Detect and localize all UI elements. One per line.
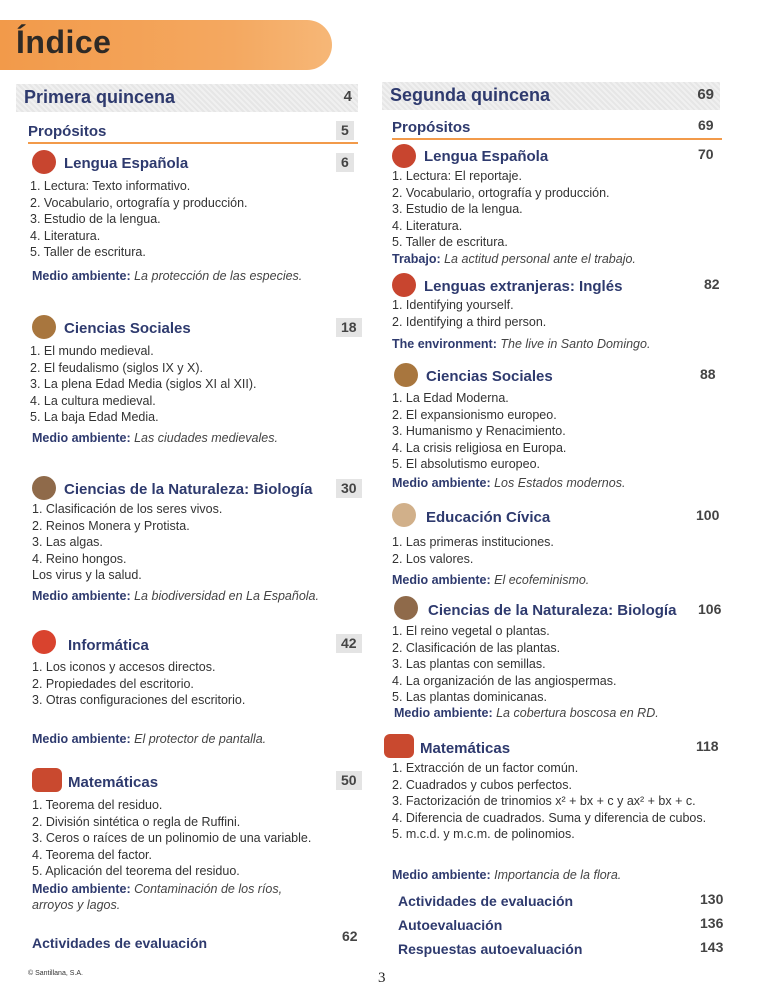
note-text: La biodiversidad en La Española.	[134, 589, 319, 603]
naturaleza-icon	[32, 476, 56, 500]
section-header-primera	[16, 84, 358, 112]
lengua-page: 70	[698, 146, 714, 162]
note-text: La actitud personal ante el trabajo.	[444, 252, 636, 266]
matematicas-icon	[32, 768, 62, 792]
list-item: 2. Vocabulario, ortografía y producción.	[392, 185, 610, 200]
list-item: 4. Literatura.	[392, 218, 463, 233]
sociales-title: Ciencias Sociales	[426, 368, 553, 385]
note-label: Medio ambiente:	[32, 431, 131, 445]
sociales-items	[30, 343, 257, 426]
section-header-title: Segunda quincena	[390, 85, 551, 105]
lengua-note	[32, 268, 302, 284]
page-number: 3	[378, 970, 386, 986]
list-item: 1. La Edad Moderna.	[392, 391, 509, 405]
list-item: 4. Teorema del factor.	[32, 847, 152, 862]
list-item: 1. Extracción de un factor común.	[392, 761, 579, 775]
list-item: 2. Cuadrados y cubos perfectos.	[392, 777, 572, 792]
naturaleza-page: 106	[698, 601, 722, 617]
propositos-page: 5	[336, 121, 354, 140]
section-header-page: 69	[697, 86, 714, 103]
list-item: 1. Los iconos y accesos directos.	[32, 660, 216, 674]
list-item: 2. Propiedades del escritorio.	[32, 676, 194, 691]
list-item: 3. Humanismo y Renacimiento.	[392, 424, 566, 438]
list-item: 1. Clasificación de los seres vivos.	[32, 502, 223, 516]
list-item: 5. m.c.d. y m.c.m. de polinomios.	[392, 827, 575, 841]
list-item: 5. Taller de escritura.	[30, 245, 146, 259]
list-item: 3. Ceros o raíces de un polinomio de una variable.	[32, 831, 312, 845]
naturaleza-items	[32, 501, 222, 584]
list-item: 1. Lectura: Texto informativo.	[30, 179, 191, 193]
note-label: Medio ambiente:	[394, 706, 493, 720]
matematicas-title: Matemáticas	[420, 740, 511, 757]
section-header-title: Primera quincena	[24, 87, 176, 107]
sociales-icon	[394, 363, 418, 387]
note-label: Medio ambiente:	[32, 882, 131, 896]
matematicas-items	[32, 797, 311, 880]
civica-items	[392, 534, 554, 567]
lengua-title: Lengua Española	[64, 155, 189, 172]
propositos-label: Propósitos	[28, 123, 107, 140]
actividades-evaluacion-page: 130	[700, 891, 724, 907]
actividades-evaluacion-label: Actividades de evaluación	[32, 935, 208, 951]
ingles-items	[392, 297, 546, 330]
list-item: 3. Las plantas con semillas.	[392, 657, 546, 671]
ingles-title: Lenguas extranjeras: Inglés	[424, 278, 623, 295]
lengua-icon	[392, 144, 416, 168]
list-item: 2. Los valores.	[392, 551, 474, 566]
list-item: 3. Estudio de la lengua.	[30, 212, 161, 226]
section-header-segunda	[382, 82, 720, 110]
informatica-page: 42	[336, 634, 362, 653]
list-item: 3. La plena Edad Media (siglos XI al XII).	[30, 377, 257, 391]
civica-page: 100	[696, 507, 720, 523]
note-label: Medio ambiente:	[392, 573, 491, 587]
matematicas-items	[392, 760, 706, 843]
note-text: La protección de las especies.	[134, 269, 303, 283]
list-item: 4. Diferencia de cuadrados. Suma y diferencia de cubos.	[392, 810, 707, 825]
matematicas-page: 50	[336, 771, 362, 790]
ingles-page: 82	[704, 276, 720, 292]
matematicas-note	[32, 881, 282, 913]
list-item: 5. Taller de escritura.	[392, 235, 508, 249]
civica-note	[392, 572, 589, 588]
naturaleza-icon	[394, 596, 418, 620]
list-item: Los virus y la salud.	[32, 568, 142, 582]
list-item: 1. El reino vegetal o plantas.	[392, 624, 550, 638]
lengua-items	[392, 168, 610, 251]
note-text: Importancia de la flora.	[494, 868, 622, 882]
list-item: 2. División sintética o regla de Ruffini.	[32, 814, 241, 829]
sociales-note	[32, 430, 278, 446]
informatica-items	[32, 659, 245, 709]
list-item: 1. Teorema del residuo.	[32, 798, 163, 812]
propositos-page: 69	[698, 117, 714, 133]
list-item: 2. Vocabulario, ortografía y producción.	[30, 195, 248, 210]
autoevaluacion-page: 136	[700, 915, 724, 931]
propositos-label: Propósitos	[392, 119, 471, 136]
list-item: 3. Las algas.	[32, 535, 103, 549]
matematicas-icon	[384, 734, 414, 758]
note-label: Medio ambiente:	[32, 589, 131, 603]
naturaleza-title: Ciencias de la Naturaleza: Biología	[64, 481, 313, 498]
note-text: Contaminación de los ríos,	[134, 882, 283, 896]
list-item: 2. Clasificación de las plantas.	[392, 640, 561, 655]
informatica-title: Informática	[68, 637, 149, 654]
sociales-page: 88	[700, 366, 716, 382]
sociales-icon	[32, 315, 56, 339]
list-item: 5. La baja Edad Media.	[30, 410, 159, 424]
list-item: 5. El absolutismo europeo.	[392, 457, 541, 471]
informatica-icon	[32, 630, 56, 654]
list-item: 4. La crisis religiosa en Europa.	[392, 440, 567, 455]
note-label: Medio ambiente:	[32, 732, 131, 746]
lengua-note	[392, 251, 636, 267]
list-item: 1. Identifying yourself.	[392, 298, 514, 312]
list-item: 2. Reinos Monera y Protista.	[32, 518, 190, 533]
copyright: © Santillana, S.A.	[28, 970, 83, 977]
naturaleza-note	[394, 705, 659, 721]
list-item: 4. Reino hongos.	[32, 551, 127, 566]
list-item: 3. Otras configuraciones del escritorio.	[32, 693, 246, 707]
propositos-row	[392, 118, 722, 140]
list-item: 5. Aplicación del teorema del residuo.	[32, 864, 240, 878]
note-text: The live in Santo Domingo.	[500, 337, 651, 351]
naturaleza-page: 30	[336, 479, 362, 498]
note-text: El ecofeminismo.	[494, 573, 590, 587]
page-title: Índice	[16, 24, 112, 60]
note-label: Medio ambiente:	[392, 476, 491, 490]
ingles-icon	[392, 273, 416, 297]
naturaleza-title: Ciencias de la Naturaleza: Biología	[428, 602, 677, 619]
section-header-page: 4	[343, 88, 352, 105]
note-label: Medio ambiente:	[32, 269, 131, 283]
matematicas-title: Matemáticas	[68, 774, 159, 791]
note-text-continued: arroyos y lagos.	[32, 898, 121, 912]
sociales-page: 18	[336, 318, 362, 337]
list-item: 4. La cultura medieval.	[30, 393, 156, 408]
propositos-row	[28, 122, 358, 144]
civica-icon	[392, 503, 416, 527]
list-item: 3. Estudio de la lengua.	[392, 202, 523, 216]
actividades-evaluacion-label: Actividades de evaluación	[398, 893, 574, 909]
naturaleza-note	[32, 588, 319, 604]
list-item: 1. El mundo medieval.	[30, 344, 154, 358]
matematicas-note	[392, 867, 621, 883]
lengua-icon	[32, 150, 56, 174]
actividades-evaluacion-page: 62	[342, 928, 358, 944]
note-label: Medio ambiente:	[392, 868, 491, 882]
list-item: 4. La organización de las angiospermas.	[392, 673, 617, 688]
note-label: Trabajo:	[392, 252, 441, 266]
respuestas-autoevaluacion-page: 143	[700, 939, 724, 955]
list-item: 5. Las plantas dominicanas.	[392, 690, 547, 704]
list-item: 1. Lectura: El reportaje.	[392, 169, 522, 183]
naturaleza-items	[392, 623, 616, 706]
lengua-items	[30, 178, 248, 261]
list-item: 1. Las primeras instituciones.	[392, 535, 554, 549]
list-item: 2. El feudalismo (siglos IX y X).	[30, 360, 203, 375]
matematicas-page: 118	[696, 738, 719, 754]
sociales-items	[392, 390, 566, 473]
sociales-title: Ciencias Sociales	[64, 320, 191, 337]
note-text: Los Estados modernos.	[494, 476, 626, 490]
lengua-page: 6	[336, 153, 354, 172]
lengua-title: Lengua Española	[424, 148, 549, 165]
autoevaluacion-label: Autoevaluación	[398, 917, 503, 933]
list-item: 4. Literatura.	[30, 228, 101, 243]
note-label: The environment:	[392, 337, 497, 351]
note-text: La cobertura boscosa en RD.	[496, 706, 659, 720]
note-text: El protector de pantalla.	[134, 732, 267, 746]
civica-title: Educación Cívica	[426, 509, 551, 526]
note-text: Las ciudades medievales.	[134, 431, 278, 445]
list-item: 2. Identifying a third person.	[392, 314, 547, 329]
list-item: 2. El expansionismo europeo.	[392, 407, 557, 422]
list-item: 3. Factorización de trinomios x² + bx + c y ax² + bx + c.	[392, 794, 696, 808]
informatica-note	[32, 731, 266, 747]
sociales-note	[392, 475, 625, 491]
ingles-note	[392, 336, 650, 352]
respuestas-autoevaluacion-label: Respuestas autoevaluación	[398, 941, 583, 957]
